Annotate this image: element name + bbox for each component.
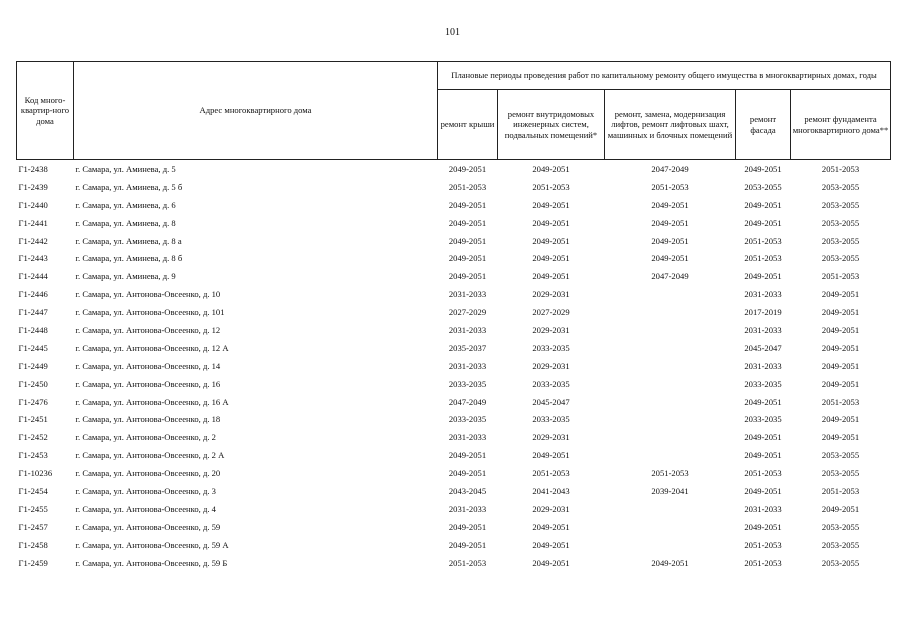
cell-facade: 2049-2051 [744,163,782,174]
cell-address: г. Самара, ул. Аминева, д. 5 б [75,181,183,192]
cell-elevators [605,285,736,303]
cell-foundation: 2053-2055 [821,217,860,228]
cell-code: Г1-2458 [18,539,48,550]
table-row [17,428,891,446]
cell-roof: 2035-2037 [448,342,487,353]
header-periods-group: Плановые периоды проведения работ по капитальному ремонту общего имущества в многоквартирных домах, годы [438,62,891,90]
cell-foundation: 2053-2055 [821,450,860,461]
cell-systems: 2049-2051 [532,539,570,550]
table-row [17,554,891,572]
cell-code: Г1-2455 [18,503,48,514]
cell-code: Г1-2476 [18,396,48,407]
cell-elevators [605,500,736,518]
cell-systems: 2049-2051 [532,521,570,532]
cell-address: г. Самара, ул. Антонова-Овсеенко, д. 16 [75,378,221,389]
cell-code: Г1-10236 [18,468,53,479]
cell-address: г. Самара, ул. Аминева, д. 8 [75,217,176,228]
cell-facade: 2049-2051 [744,217,782,228]
cell-facade: 2051-2053 [744,235,782,246]
cell-code: Г1-2451 [18,414,48,425]
cell-code: Г1-2441 [18,217,48,228]
cell-foundation: 2053-2055 [821,521,860,532]
cell-address: г. Самара, ул. Антонова-Овсеенко, д. 4 [75,503,216,514]
cell-code: Г1-2449 [18,360,48,371]
cell-elevators [605,357,736,375]
cell-elevators [605,321,736,339]
cell-elevators: 2051-2053 [651,468,689,479]
cell-code: Г1-2444 [18,271,48,282]
cell-code: Г1-2446 [18,289,48,300]
cell-address: г. Самара, ул. Аминева, д. 8 а [75,235,182,246]
table-row [17,393,891,411]
cell-address: г. Самара, ул. Антонова-Овсеенко, д. 16 А [75,396,229,407]
cell-systems: 2029-2031 [532,289,570,300]
cell-foundation: 2053-2055 [821,468,860,479]
cell-facade: 2051-2053 [744,539,782,550]
cell-code: Г1-2445 [18,342,48,353]
cell-elevators [605,303,736,321]
header-systems: ремонт внутридомовых инженерных систем, подвальных помещений* [498,90,605,160]
table-row [17,357,891,375]
table-row [17,160,891,178]
cell-facade: 2049-2051 [744,396,782,407]
cell-roof: 2027-2029 [448,307,487,318]
table-row [17,500,891,518]
cell-foundation: 2051-2053 [821,163,860,174]
cell-roof: 2051-2053 [448,557,487,568]
cell-roof: 2049-2051 [448,468,487,479]
table-row [17,178,891,196]
cell-roof: 2049-2051 [448,199,487,210]
cell-roof: 2049-2051 [448,235,487,246]
cell-elevators: 2049-2051 [651,253,689,264]
header-foundation: ремонт фундамента многоквартирного дома** [791,90,891,160]
cell-systems: 2029-2031 [532,324,570,335]
cell-foundation: 2053-2055 [821,557,860,568]
cell-systems: 2049-2051 [532,253,570,264]
cell-roof: 2051-2053 [448,181,487,192]
cell-systems: 2051-2053 [532,181,570,192]
table-body [17,160,891,572]
cell-address: г. Самара, ул. Аминева, д. 8 б [75,253,183,264]
cell-facade: 2031-2033 [744,360,782,371]
cell-facade: 2049-2051 [744,199,782,210]
cell-roof: 2043-2045 [448,485,487,496]
cell-address: г. Самара, ул. Антонова-Овсеенко, д. 101 [75,307,225,318]
table-row [17,303,891,321]
cell-facade: 2033-2035 [744,414,782,425]
cell-systems: 2049-2051 [532,450,570,461]
cell-address: г. Самара, ул. Аминева, д. 9 [75,271,176,282]
cell-foundation: 2049-2051 [821,324,860,335]
cell-foundation: 2049-2051 [821,378,860,389]
cell-address: г. Самара, ул. Антонова-Овсеенко, д. 3 [75,485,216,496]
cell-foundation: 2051-2053 [821,485,860,496]
cell-elevators [605,410,736,428]
cell-roof: 2033-2035 [448,378,487,389]
cell-code: Г1-2453 [18,450,48,461]
cell-foundation: 2051-2053 [821,271,860,282]
cell-facade: 2017-2019 [744,307,782,318]
table-row [17,196,891,214]
cell-roof: 2049-2051 [448,450,487,461]
cell-code: Г1-2447 [18,307,48,318]
table-row [17,339,891,357]
cell-roof: 2049-2051 [448,521,487,532]
cell-code: Г1-2454 [18,485,48,496]
cell-elevators: 2049-2051 [651,217,689,228]
table-row [17,249,891,267]
cell-roof: 2031-2033 [448,503,487,514]
cell-elevators [605,518,736,536]
header-elevators: ремонт, замена, модернизация лифтов, ремонт лифтовых шахт, машинных и блочных помещений [605,90,736,160]
cell-address: г. Самара, ул. Аминева, д. 6 [75,199,176,210]
cell-address: г. Самара, ул. Антонова-Овсеенко, д. 2 [75,432,216,443]
cell-foundation: 2051-2053 [821,396,860,407]
table-header [17,62,891,160]
table-row [17,518,891,536]
cell-systems: 2033-2035 [532,378,570,389]
cell-address: г. Самара, ул. Аминева, д. 5 [75,163,176,174]
cell-facade: 2049-2051 [744,521,782,532]
capital-repair-table [16,61,891,571]
table-row [17,410,891,428]
cell-address: г. Самара, ул. Антонова-Овсеенко, д. 2 А [75,450,225,461]
cell-address: г. Самара, ул. Антонова-Овсеенко, д. 59 Б [75,557,228,568]
cell-elevators [605,446,736,464]
cell-address: г. Самара, ул. Антонова-Овсеенко, д. 20 [75,468,221,479]
page-number: 101 [445,27,460,38]
table-row [17,232,891,250]
cell-facade: 2031-2033 [744,289,782,300]
cell-facade: 2049-2051 [744,450,782,461]
table-row [17,464,891,482]
cell-facade: 2051-2053 [744,253,782,264]
cell-address: г. Самара, ул. Антонова-Овсеенко, д. 10 [75,289,221,300]
table-row [17,321,891,339]
table-row [17,375,891,393]
cell-facade: 2053-2055 [744,181,782,192]
cell-roof: 2049-2051 [448,271,487,282]
cell-address: г. Самара, ул. Антонова-Овсеенко, д. 12 [75,324,221,335]
cell-systems: 2029-2031 [532,432,570,443]
cell-code: Г1-2450 [18,378,48,389]
cell-roof: 2031-2033 [448,360,487,371]
cell-systems: 2045-2047 [532,396,570,407]
cell-facade: 2031-2033 [744,324,782,335]
cell-facade: 2049-2051 [744,432,782,443]
cell-systems: 2033-2035 [532,414,570,425]
cell-roof: 2031-2033 [448,289,487,300]
cell-systems: 2051-2053 [532,468,570,479]
cell-systems: 2049-2051 [532,271,570,282]
cell-systems: 2049-2051 [532,235,570,246]
cell-foundation: 2049-2051 [821,432,860,443]
cell-foundation: 2053-2055 [821,199,860,210]
cell-roof: 2047-2049 [448,396,487,407]
cell-facade: 2033-2035 [744,378,782,389]
cell-code: Г1-2459 [18,557,48,568]
cell-facade: 2051-2053 [744,557,782,568]
cell-foundation: 2053-2055 [821,253,860,264]
cell-facade: 2049-2051 [744,485,782,496]
cell-code: Г1-2448 [18,324,48,335]
cell-foundation: 2049-2051 [821,503,860,514]
cell-code: Г1-2443 [18,253,48,264]
cell-elevators: 2049-2051 [651,199,689,210]
cell-code: Г1-2439 [18,181,48,192]
table-row [17,482,891,500]
cell-elevators: 2047-2049 [651,163,689,174]
cell-systems: 2041-2043 [532,485,570,496]
cell-code: Г1-2438 [18,163,48,174]
header-address: Адрес многоквартирного дома [74,62,438,160]
cell-code: Г1-2452 [18,432,48,443]
cell-foundation: 2049-2051 [821,414,860,425]
cell-elevators: 2049-2051 [651,235,689,246]
cell-roof: 2031-2033 [448,432,487,443]
cell-foundation: 2049-2051 [821,342,860,353]
cell-foundation: 2049-2051 [821,360,860,371]
table-row [17,446,891,464]
cell-roof: 2031-2033 [448,324,487,335]
header-facade: ремонт фасада [736,90,791,160]
table-row [17,536,891,554]
cell-systems: 2027-2029 [532,307,570,318]
cell-foundation: 2053-2055 [821,181,860,192]
cell-address: г. Самара, ул. Антонова-Овсеенко, д. 59 А [75,539,229,550]
cell-code: Г1-2457 [18,521,48,532]
cell-roof: 2033-2035 [448,414,487,425]
cell-foundation: 2049-2051 [821,289,860,300]
cell-systems: 2029-2031 [532,503,570,514]
cell-roof: 2049-2051 [448,217,487,228]
cell-elevators [605,375,736,393]
cell-foundation: 2053-2055 [821,539,860,550]
cell-foundation: 2049-2051 [821,307,860,318]
cell-address: г. Самара, ул. Антонова-Овсеенко, д. 18 [75,414,221,425]
cell-address: г. Самара, ул. Антонова-Овсеенко, д. 12 А [75,342,229,353]
cell-facade: 2051-2053 [744,468,782,479]
cell-roof: 2049-2051 [448,539,487,550]
cell-systems: 2029-2031 [532,360,570,371]
cell-elevators [605,393,736,411]
cell-address: г. Самара, ул. Антонова-Овсеенко, д. 14 [75,360,221,371]
cell-systems: 2033-2035 [532,342,570,353]
table-row [17,214,891,232]
cell-foundation: 2053-2055 [821,235,860,246]
cell-systems: 2049-2051 [532,199,570,210]
cell-facade: 2049-2051 [744,271,782,282]
cell-elevators: 2039-2041 [651,485,689,496]
cell-facade: 2045-2047 [744,342,782,353]
cell-elevators: 2047-2049 [651,271,689,282]
cell-systems: 2049-2051 [532,163,570,174]
header-roof: ремонт крыши [438,90,498,160]
cell-elevators: 2049-2051 [651,557,689,568]
cell-roof: 2049-2051 [448,163,487,174]
table-row [17,267,891,285]
cell-code: Г1-2440 [18,199,48,210]
cell-systems: 2049-2051 [532,217,570,228]
cell-address: г. Самара, ул. Антонова-Овсеенко, д. 59 [75,521,221,532]
header-code: Код много-квартир-ного дома [17,62,74,160]
cell-elevators [605,536,736,554]
cell-elevators [605,339,736,357]
cell-elevators: 2051-2053 [651,181,689,192]
table-row [17,285,891,303]
cell-systems: 2049-2051 [532,557,570,568]
cell-facade: 2031-2033 [744,503,782,514]
cell-roof: 2049-2051 [448,253,487,264]
cell-code: Г1-2442 [18,235,48,246]
cell-elevators [605,428,736,446]
